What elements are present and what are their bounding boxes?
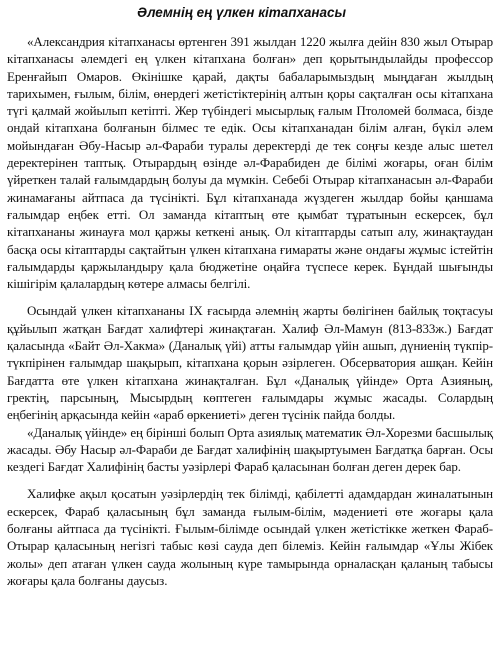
paragraph-farab-trade: Халифке ақыл қосатын уәзірлердің тек білімді, қабілетті адамдардан жиналатынын ескерсек, Фараб қаласының бұл заманда ғылым-білім, мәдениеті өте жоғары қала болғаны айтпаса да түсінікті. Ғылым-білімде осындай үлкен жетістікке жеткен Фараб-Отырар қаласының негізгі табыс көзі сауда деп білеміз. Кейін ғалымдар «Ұлы Жібек жолы» деп атаған үлкен сауда жолының күре тамырында орналасқан қаланың табысы жоғары қала болғаны даусыз. — [7, 486, 493, 588]
document-title: Әлемнің ең үлкен кітапханасы — [137, 5, 347, 20]
paragraph-house-of-wisdom: «Даналық үйінде» ең бірінші болып Орта азиялық математик Әл-Хорезми басшылық жасады. Әбу Насыр әл-Фараби де Бағдат халифінің шақыртуымен Бағдатқа барған. Осы кездегі Бағдат Халифінің басты уәзірлері Фараб қаласынан болған деген дерек бар. — [7, 424, 493, 475]
paragraph-baghdad-library: Осындай үлкен кітапхананы IX ғасырда әлемнің жарты бөлігінен байлық тоқтасуы құйылып жатқан Бағдат халифтері жинақтаған. Халиф Әл-Мамун (813-833ж.) Бағдат қаласында «Байт Әл-Хакма» (Даналық үйі) атты ғалымдар үйін ашып, дүниенің түкпір-түкпірінен ғалымдар шақырып, кітапхана қорын әзірлеген. Обсерватория ашқан. Кейін Бағдатта өте үлкен кітапхана жинақталған. Бұл «Даналық үйінде» Орта Азияның, гректің, парсының, Мысырдың көптеген ғалымдары жұмыс жасады. Солардың еңбегінің арқасында кейін «араб өркениеті» деген түсінік пайда болды. — [7, 303, 493, 423]
paragraph-alexandria-otrar: «Александрия кітапханасы өртенген 391 жылдан 1220 жылға дейін 830 жыл Отырар кітапханасы әлемдегі ең үлкен кітапхана болған» деп қорытындылайды профессор Еренғайып Омаров. Өкінішке қарай, дақты бабаларымыздың мыңдаған жылдың тарихымен, ғылым, білім, өнердегі жетістіктерінің алтын қоры сақталған осы кітапхана түгі қалмай жойылып кетіпті. Жер түбіндегі мысырлық ғалым Птоломей болмаса, бізде ондай кітапхана болғанын білмес те едік. Осы кітапханадан білім алған, бүкіл әлем мойындаған Әбу-Насыр әл-Фараби туралы деректерді де тек соңғы кезде алыс шетел деректерінен таптық. Отырардың өзінде әл-Фарабиден де білімі жоғары, оған білім үйреткен талай ғалымдардың болуы да мүмкін. Себебі Отырар кітапханасын әл-Фараби жинамағаны айтпаса да түсінікті. Бұл кітапханада жүздеген жылдар бойы қаншама ғалымдар еңбек етті. Ол заманда кітаптың өте қымбат тұратынын ескерсек, бұл кітапхананы жинауға мол қаржы кеткені анық. Ол кітаптарды сатып алу, жинақтаудан басқа осы кітаптарды сақтайтын үлкен кітапхана ғимараты және ондағы жұмыс істейтін ғалымдарды қаржыландыру қала бюджетіне оңайға түспесе керек. Бұндай шығынды кішігірім қалалардың көтере алмасы белгілі. — [7, 34, 493, 292]
